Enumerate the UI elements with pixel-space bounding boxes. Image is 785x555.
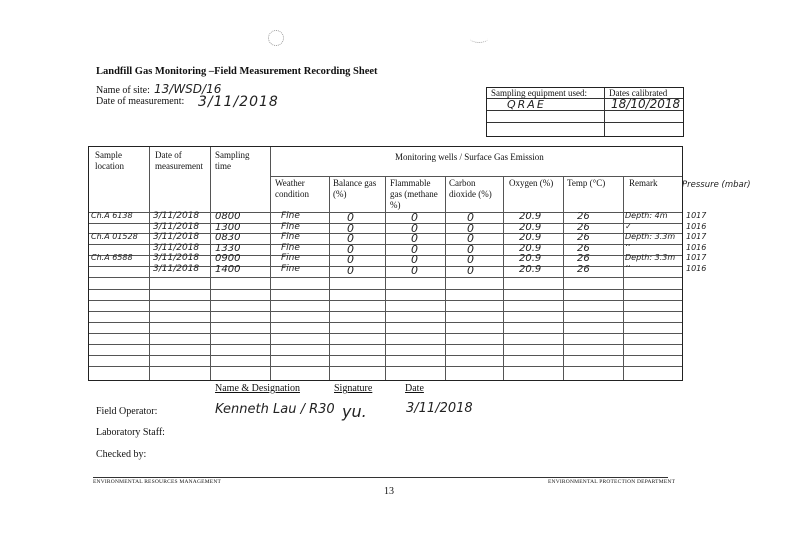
header-sample-location: Sample location [95, 150, 124, 171]
cell-co2: 0 [467, 211, 474, 224]
cell-balance: 0 [347, 253, 354, 266]
cell-time: 1300 [215, 221, 241, 233]
cell-oxygen: 20.9 [519, 232, 542, 243]
cell-co2: 0 [467, 242, 474, 256]
header-sampling-time: Sampling time [215, 150, 250, 171]
cell-date: 3/11/2018 [153, 232, 200, 242]
cell-remark: Depth: 4m [625, 211, 668, 220]
header-carbon-dioxide: Carbon dioxide (%) [449, 178, 492, 199]
cell-date: 3/11/2018 [153, 263, 200, 274]
cell-balance: 0 [347, 211, 354, 224]
pressure-value: 1017 [686, 211, 707, 220]
cell-flammable: 0 [411, 263, 418, 277]
cell-remark: Depth: 3.3m [625, 232, 676, 241]
header-balance-gas: Balance gas (%) [333, 178, 377, 199]
cell-time: 0900 [215, 253, 241, 264]
cell-temp: 26 [577, 263, 590, 275]
cell-date: 3/11/2018 [153, 253, 200, 263]
signature-header: Signature [334, 383, 373, 394]
cell-flammable: 0 [411, 221, 418, 235]
cell-oxygen: 20.9 [519, 242, 542, 254]
pressure-value: 1016 [686, 221, 707, 231]
cell-weather: Fine [281, 232, 300, 242]
cell-location: Ch.A 6588 [91, 253, 133, 262]
cell-remark: Depth: 3.3m [625, 253, 676, 262]
cell-remark: ✓ [625, 221, 632, 231]
cell-co2: 0 [467, 232, 474, 245]
header-temp: Temp (°C) [567, 178, 606, 188]
cell-co2: 0 [467, 221, 474, 235]
date-header: Date [405, 383, 424, 394]
footer-divider [93, 477, 668, 478]
scan-mark-right [470, 34, 488, 43]
cell-balance: 0 [347, 242, 354, 256]
cell-time: 0800 [215, 211, 241, 222]
footer-right: ENVIRONMENTAL PROTECTION DEPARTMENT [548, 479, 676, 485]
header-flammable-gas: Flammable gas (methane %) [390, 178, 438, 210]
cell-flammable: 0 [411, 253, 418, 266]
cell-temp: 26 [577, 253, 590, 264]
cell-time: 1330 [215, 242, 241, 254]
cell-date: 3/11/2018 [153, 211, 200, 221]
checked-by-label: Checked by: [96, 449, 147, 460]
cell-date: 3/11/2018 [153, 242, 200, 253]
pressure-value: 1016 [686, 242, 707, 252]
pressure-value: 1017 [686, 232, 707, 241]
cell-remark: ‘‘ [625, 242, 631, 252]
cell-date: 3/11/2018 [153, 221, 200, 232]
cell-remark: ‘‘ [625, 263, 631, 273]
site-label: Name of site: [96, 85, 150, 96]
cell-oxygen: 20.9 [519, 253, 542, 264]
cell-location: Ch.A 6138 [91, 211, 133, 220]
equipment-table [486, 87, 684, 137]
cell-temp: 26 [577, 221, 590, 233]
date-value: 3/11/2018 [198, 94, 279, 110]
field-operator-name: Kenneth Lau / R30 [215, 402, 335, 417]
equipment-header: Sampling equipment used: [491, 88, 587, 98]
header-weather: Weather condition [275, 178, 309, 199]
cell-balance: 0 [347, 221, 354, 235]
cell-temp: 26 [577, 232, 590, 243]
cell-flammable: 0 [411, 242, 418, 256]
scan-mark-left [268, 30, 284, 46]
cell-oxygen: 20.9 [519, 211, 542, 222]
field-operator-signature: yu. [342, 402, 367, 421]
cell-weather: Fine [281, 221, 300, 232]
cell-co2: 0 [467, 253, 474, 266]
cell-co2: 0 [467, 263, 474, 277]
date-label: Date of measurement: [96, 96, 185, 107]
cell-oxygen: 20.9 [519, 263, 542, 275]
monitoring-table [88, 146, 683, 381]
cell-weather: Fine [281, 242, 300, 253]
cell-flammable: 0 [411, 211, 418, 224]
header-oxygen: Oxygen (%) [509, 178, 554, 188]
footer-left: ENVIRONMENTAL RESOURCES MANAGEMENT [93, 479, 222, 485]
cell-time: 0830 [215, 232, 241, 243]
name-designation-header: Name & Designation [215, 383, 300, 394]
site-value: 13/WSD/16 [154, 82, 222, 96]
cell-weather: Fine [281, 263, 300, 274]
table-row [89, 265, 682, 276]
page-title: Landfill Gas Monitoring –Field Measurement Recording Sheet [96, 66, 378, 77]
page-number: 13 [384, 486, 394, 497]
header-date: Date of measurement [155, 150, 203, 171]
cell-temp: 26 [577, 211, 590, 222]
calibrated-value: 18/10/2018 [611, 97, 681, 111]
field-operator-label: Field Operator: [96, 406, 158, 417]
cell-weather: Fine [281, 253, 300, 263]
header-remark: Remark [629, 178, 658, 188]
cell-oxygen: 20.9 [519, 221, 542, 233]
cell-balance: 0 [347, 263, 354, 277]
cell-balance: 0 [347, 232, 354, 245]
field-operator-date: 3/11/2018 [406, 401, 473, 416]
pressure-note: Pressure (mbar) [682, 180, 751, 190]
equipment-value: QRAE [507, 98, 546, 111]
cell-flammable: 0 [411, 232, 418, 245]
calibrated-header: Dates calibrated [609, 88, 668, 98]
pressure-value: 1017 [686, 253, 707, 262]
cell-location: Ch.A 01528 [91, 232, 138, 241]
pressure-value: 1016 [686, 263, 707, 273]
cell-temp: 26 [577, 242, 590, 254]
cell-time: 1400 [215, 263, 241, 275]
laboratory-staff-label: Laboratory Staff: [96, 427, 165, 438]
cell-weather: Fine [281, 211, 300, 221]
header-group: Monitoring wells / Surface Gas Emission [395, 152, 544, 162]
